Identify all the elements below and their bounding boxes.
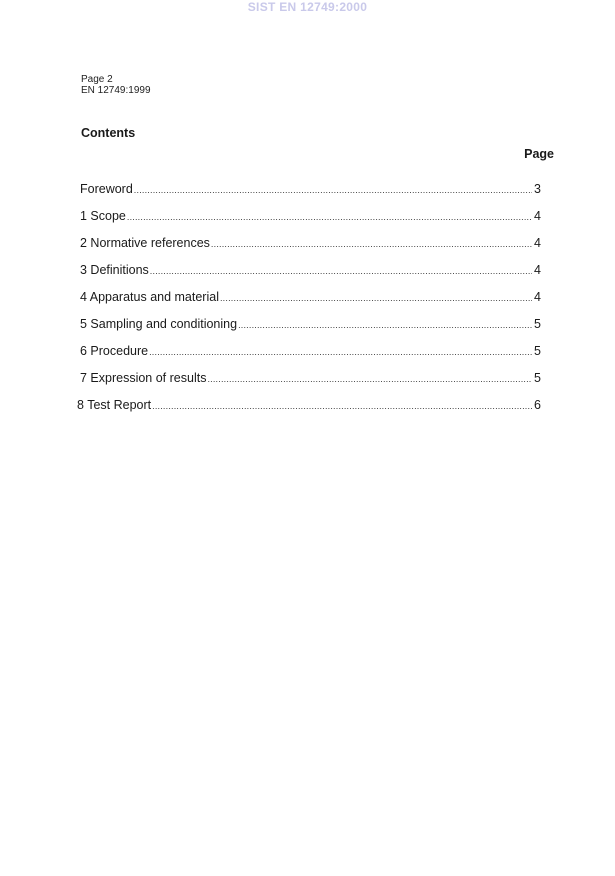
page-column-label: Page bbox=[524, 147, 554, 161]
toc-entry[interactable] bbox=[80, 236, 541, 263]
toc-entry[interactable] bbox=[77, 398, 541, 425]
toc-entry[interactable] bbox=[80, 182, 541, 209]
toc-title: 3 Definitions bbox=[80, 263, 149, 277]
toc-title: 2 Normative references bbox=[80, 236, 210, 250]
dot-leader bbox=[238, 320, 532, 330]
toc-page-number: 6 bbox=[534, 398, 541, 412]
toc-title: Foreword bbox=[80, 182, 133, 196]
toc-entry[interactable] bbox=[80, 344, 541, 371]
dot-leader bbox=[149, 347, 532, 357]
toc-title: 5 Sampling and conditioning bbox=[80, 317, 238, 331]
toc-entry[interactable] bbox=[80, 290, 541, 317]
table-of-contents bbox=[77, 182, 541, 425]
toc-page-number: 5 bbox=[534, 344, 541, 358]
toc-page-number: 5 bbox=[534, 317, 541, 331]
dot-leader bbox=[150, 266, 532, 276]
contents-heading: Contents bbox=[81, 126, 136, 140]
toc-title: 1 Scope bbox=[80, 209, 126, 223]
dot-leader bbox=[134, 185, 532, 195]
watermark: SIST EN 12749:2000 bbox=[247, 0, 368, 14]
toc-entry[interactable] bbox=[80, 209, 541, 236]
dot-leader bbox=[207, 374, 532, 384]
dot-leader bbox=[127, 212, 532, 222]
dot-leader bbox=[220, 293, 532, 303]
toc-page-number: 3 bbox=[534, 182, 541, 196]
dot-leader bbox=[211, 239, 532, 249]
toc-title: 8 Test Report bbox=[77, 398, 152, 412]
toc-entry[interactable] bbox=[80, 371, 541, 398]
toc-page-number: 4 bbox=[534, 290, 541, 304]
standard-number: EN 12749:1999 bbox=[81, 85, 151, 96]
toc-page-number: 5 bbox=[534, 371, 541, 385]
toc-title: 4 Apparatus and material bbox=[80, 290, 219, 304]
toc-page-number: 4 bbox=[534, 236, 541, 250]
toc-entry[interactable] bbox=[80, 263, 541, 290]
toc-title: 6 Procedure bbox=[80, 344, 149, 358]
page-number: Page 2 bbox=[81, 74, 113, 85]
toc-title: 7 Expression of results bbox=[80, 371, 207, 385]
page-header bbox=[81, 74, 151, 96]
toc-entry[interactable] bbox=[80, 317, 541, 344]
toc-page-number: 4 bbox=[534, 209, 541, 223]
dot-leader bbox=[152, 401, 532, 411]
toc-page-number: 4 bbox=[534, 263, 541, 277]
